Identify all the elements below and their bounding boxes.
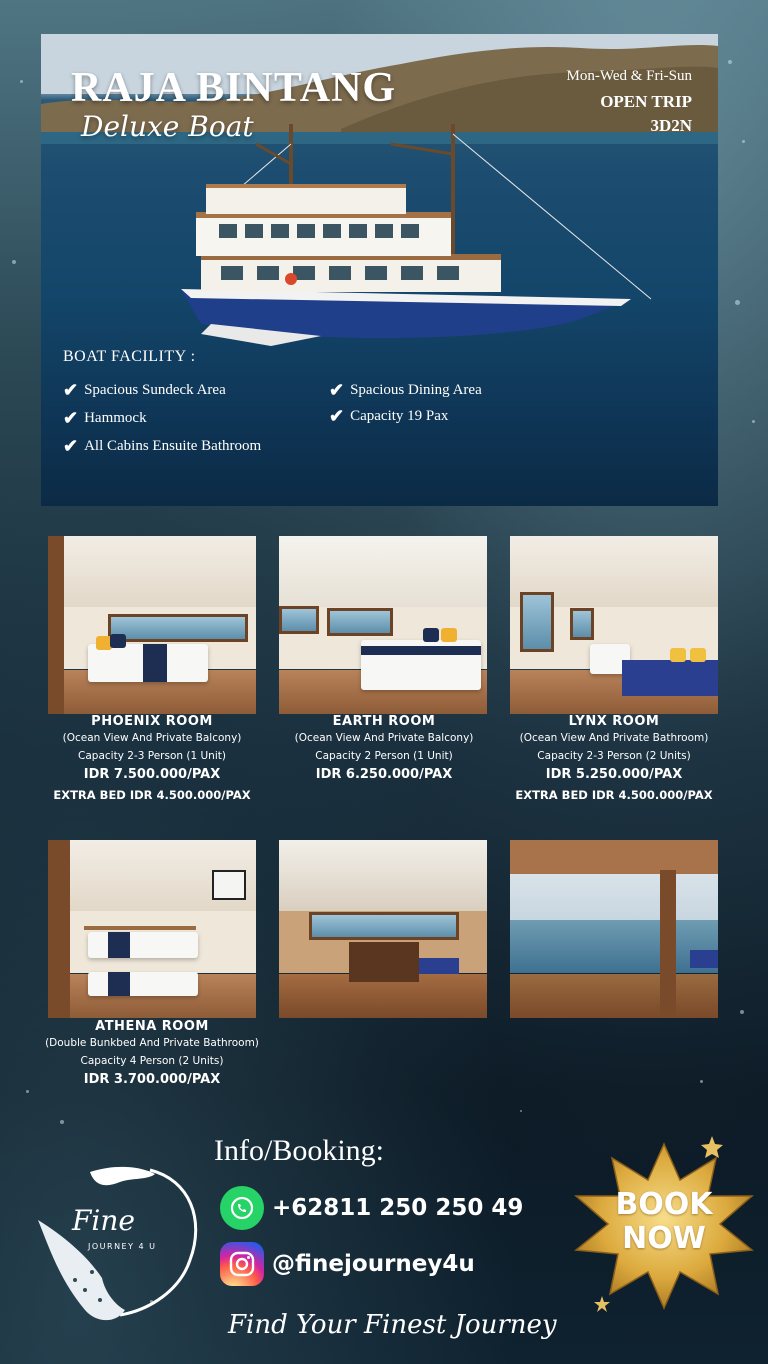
facility-item: ✔ Spacious Sundeck Area (63, 380, 226, 400)
earth-room-photo (279, 536, 487, 714)
logo-subtext: JOURNEY 4 U (88, 1242, 157, 1251)
room-price: IDR 3.700.000/PAX (83, 1072, 221, 1087)
check-icon: ✔ (63, 408, 79, 428)
check-icon: ✔ (329, 406, 345, 426)
facility-title: BOAT FACILITY : (63, 348, 196, 365)
facility-item: ✔ Capacity 19 Pax (329, 406, 449, 426)
check-icon: ✔ (329, 380, 345, 400)
brand-tagline: Find Your Finest Journey (228, 1310, 557, 1340)
room-capacity: Capacity 4 Person (2 Units) (80, 1055, 224, 1067)
phoenix-room-photo (48, 536, 256, 714)
dining-area-photo (279, 840, 487, 1018)
room-description: (Double Bunkbed And Private Bathroom) (45, 1037, 259, 1049)
room-price: IDR 6.250.000/PAX (315, 767, 453, 782)
facility-item: ✔ Spacious Dining Area (329, 380, 482, 400)
room-name: LYNX ROOM (568, 714, 660, 729)
logo-wordmark: Fine (72, 1204, 135, 1237)
deck-view-photo (510, 840, 718, 1018)
room-name: ATHENA ROOM (95, 1019, 209, 1034)
instagram-icon (220, 1242, 264, 1286)
room-extra-bed: EXTRA BED IDR 4.500.000/PAX (53, 788, 251, 802)
athena-room-info (32, 1019, 272, 1087)
hero-banner (41, 34, 718, 506)
trip-type: OPEN TRIP (600, 92, 692, 111)
room-price: IDR 5.250.000/PAX (545, 767, 683, 782)
phoenix-room-info (32, 714, 272, 802)
earth-room-info (264, 714, 504, 782)
phone-number[interactable]: +62811 250 250 49 (272, 1195, 524, 1221)
facility-item: ✔ Hammock (63, 408, 147, 428)
boat-subtitle: Deluxe Boat (81, 110, 254, 143)
whatsapp-contact[interactable] (220, 1186, 523, 1230)
trip-schedule: Mon-Wed & Fri-Sun (566, 68, 692, 84)
room-description: (Ocean View And Private Balcony) (294, 732, 474, 744)
whatsapp-icon (220, 1186, 264, 1230)
check-icon: ✔ (63, 380, 79, 400)
facility-item: ✔ All Cabins Ensuite Bathroom (63, 436, 262, 456)
lynx-room-info (494, 714, 734, 802)
room-capacity: Capacity 2-3 Person (2 Units) (537, 750, 691, 762)
room-description: (Ocean View And Private Bathroom) (519, 732, 709, 744)
instagram-handle[interactable]: @finejourney4u (272, 1251, 475, 1277)
lynx-room-photo (510, 536, 718, 714)
room-description: (Ocean View And Private Balcony) (62, 732, 242, 744)
athena-room-photo (48, 840, 256, 1018)
room-capacity: Capacity 2 Person (1 Unit) (315, 750, 453, 762)
room-name: PHOENIX ROOM (91, 714, 213, 729)
room-capacity: Capacity 2-3 Person (1 Unit) (78, 750, 226, 762)
room-price: IDR 7.500.000/PAX (83, 767, 221, 782)
booking-title: Info/Booking: (214, 1134, 384, 1167)
room-name: EARTH ROOM (332, 714, 436, 729)
boat-title: RAJA BINTANG (71, 65, 397, 111)
instagram-contact[interactable] (220, 1242, 475, 1286)
room-extra-bed: EXTRA BED IDR 4.500.000/PAX (515, 788, 713, 802)
check-icon: ✔ (63, 436, 79, 456)
boat-illustration (161, 84, 661, 384)
book-now-button[interactable]: BOOK NOW (615, 1187, 713, 1256)
trip-duration: 3D2N (650, 116, 692, 135)
